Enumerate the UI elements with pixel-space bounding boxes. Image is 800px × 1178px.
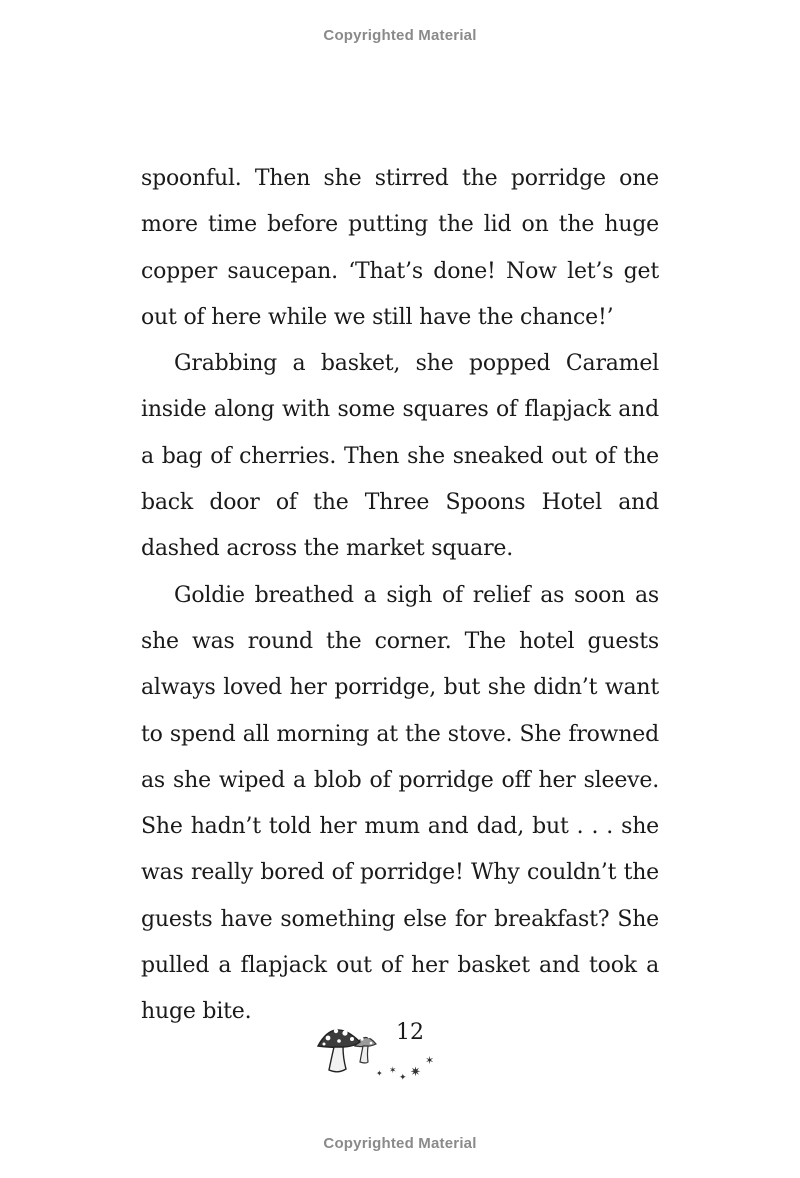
- copyright-watermark-bottom: Copyrighted Material: [323, 1135, 477, 1152]
- paragraph-2: Grabbing a basket, she popped Caramel inside along with some squares of flapjack and a bag of cherries. Then she sneaked out of the back door of the Three Spoons Hotel and dashed across the market square.: [141, 351, 659, 562]
- svg-text:✶: ✶: [425, 1054, 435, 1067]
- paragraph-1: spoonful. Then she stirred the porridge one more time before putting the lid on the huge copper saucepan. ‘That’s done! Now let’s get out of here while we still have the chance!’: [141, 166, 659, 330]
- svg-text:✷: ✷: [410, 1065, 421, 1080]
- page-footer: [310, 1018, 470, 1088]
- svg-text:✦: ✦: [376, 1069, 383, 1078]
- copyright-watermark-top: Copyrighted Material: [323, 27, 477, 44]
- mushroom-stars-icon: [310, 1018, 450, 1088]
- page-number: 12: [396, 1020, 424, 1045]
- page-body-text: [141, 156, 659, 1036]
- svg-text:✦: ✦: [399, 1073, 407, 1083]
- svg-text:✶: ✶: [389, 1066, 397, 1076]
- paragraph-3: Goldie breathed a sigh of relief as soon as she was round the corner. The hotel guests always loved her porridge, but she didn’t want to spend all morning at the stove. She frowned as she wiped a blob of porridge off her sleeve. She hadn’t told her mum and dad, but . . . she was really bored of porridge! Why couldn’t the guests have something else for breakfast? She pulled a flapjack out of her basket and took a huge bite.: [141, 582, 659, 1025]
